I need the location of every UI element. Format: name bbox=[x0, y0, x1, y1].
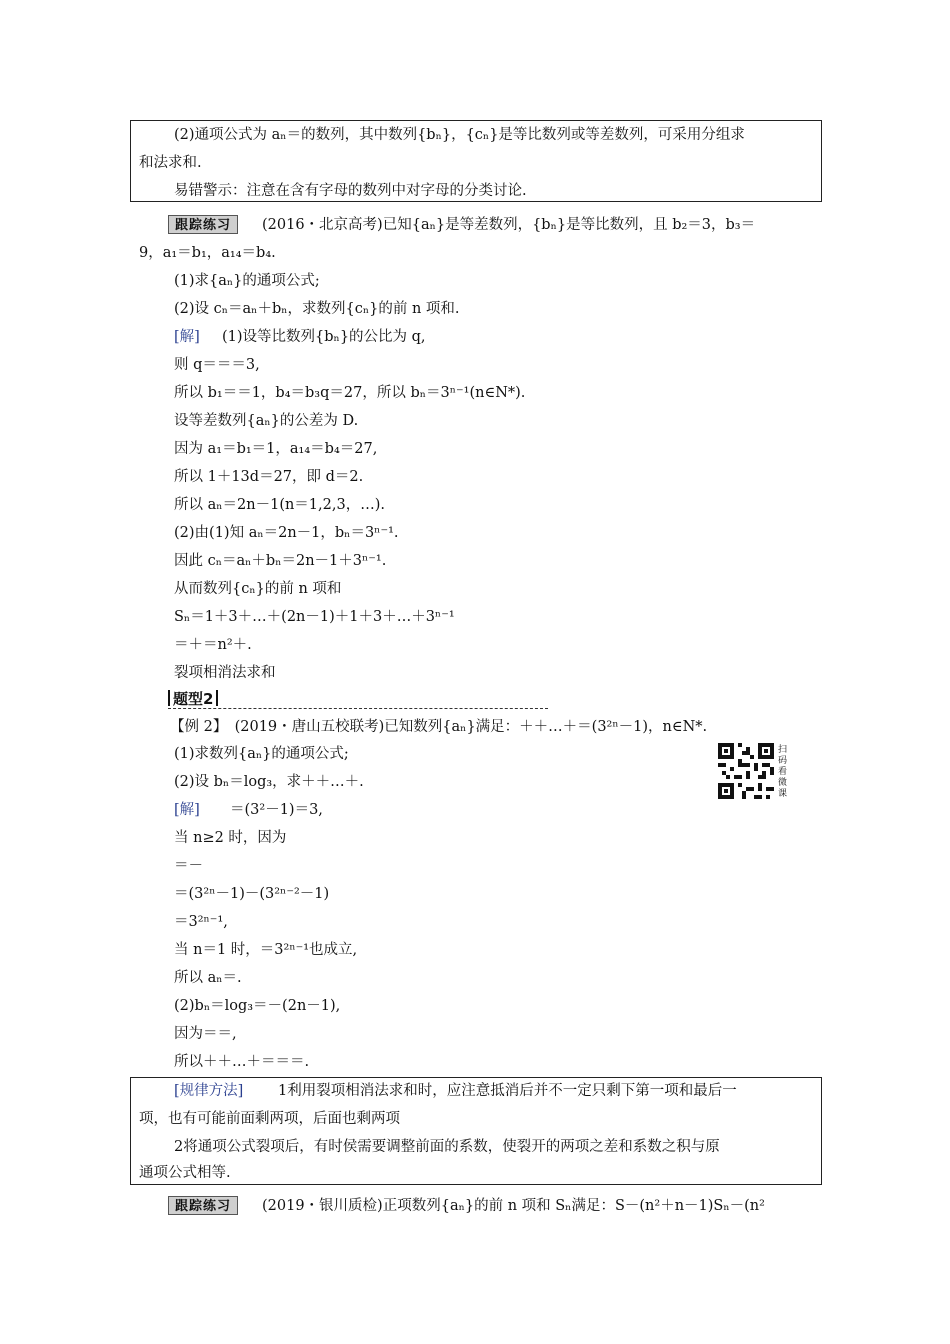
method-label: [规律方法] bbox=[174, 1083, 244, 1099]
example-solution-line: 所以＋＋…＋＝＝＝. bbox=[174, 1054, 310, 1070]
qr-caption-char: 扫 bbox=[778, 745, 788, 755]
tip-line-1: (2)通项公式为 aₙ＝的数列，其中数列{bₙ}，{cₙ}是等比数列或等差数列，可采用分组求 bbox=[174, 127, 745, 143]
example-solution-line: ＝－ bbox=[174, 858, 203, 874]
section-heading: 裂项相消法求和 bbox=[174, 665, 276, 681]
example-solution-line: 当 n≥2 时，因为 bbox=[174, 830, 287, 846]
solution-line: (2)由(1)知 aₙ＝2n－1，bₙ＝3ⁿ⁻¹. bbox=[174, 525, 399, 541]
solution-line: 所以 aₙ＝2n－1(n＝1,2,3，…). bbox=[174, 497, 385, 513]
method-line-1: 1利用裂项相消法求和时，应注意抵消后并不一定只剩下第一项和最后一 bbox=[278, 1083, 737, 1099]
solution-line: 因为 a₁＝b₁＝1，a₁₄＝b₄＝27, bbox=[174, 441, 378, 457]
practice-line-2: 9，a₁＝b₁，a₁₄＝b₄. bbox=[139, 245, 276, 261]
qr-caption-char: 看 bbox=[778, 767, 788, 777]
tip-line-3: 易错警示：注意在含有字母的数列中对字母的分类讨论. bbox=[174, 183, 527, 199]
example-solution-line: 因为＝＝, bbox=[174, 1026, 237, 1042]
example-solution-line: 当 n＝1 时，＝3²ⁿ⁻¹也成立, bbox=[174, 942, 358, 958]
method-line-4: 通项公式相等. bbox=[139, 1165, 231, 1181]
question-2: (2)设 cₙ＝aₙ＋bₙ，求数列{cₙ}的前 n 项和. bbox=[174, 301, 460, 317]
solution-line: (1)设等比数列{bₙ}的公比为 q, bbox=[222, 329, 426, 345]
solution-line: 所以 b₁＝＝1，b₄＝b₃q＝27，所以 bₙ＝3ⁿ⁻¹(n∈N*). bbox=[174, 385, 526, 401]
example-solution-line: ＝(3²ⁿ－1)－(3²ⁿ⁻²－1) bbox=[174, 886, 330, 902]
qr-code-icon[interactable] bbox=[718, 743, 774, 799]
solution-line: ＝＋＝n²＋. bbox=[174, 637, 252, 653]
type-label bbox=[168, 690, 218, 707]
solution-line: 设等差数列{aₙ}的公差为 D. bbox=[174, 413, 359, 429]
method-line-2: 项，也有可能前面剩两项，后面也剩两项 bbox=[139, 1111, 400, 1127]
practice-tag-2: 跟踪练习 bbox=[168, 1196, 238, 1215]
solution-line: Sₙ＝1＋3＋…＋(2n－1)＋1＋3＋…＋3ⁿ⁻¹ bbox=[174, 609, 455, 625]
example-solution-line: (2)bₙ＝log₃＝－(2n－1), bbox=[174, 998, 341, 1014]
example-solution-label: [解] bbox=[174, 802, 200, 818]
example-question-1: (1)求数列{aₙ}的通项公式; bbox=[174, 746, 349, 762]
example-solution-line: 所以 aₙ＝. bbox=[174, 970, 242, 986]
type-label-bar-right bbox=[216, 690, 218, 706]
example-title: 【例 2】 (2019・唐山五校联考)已知数列{aₙ}满足：＋＋…＋＝(3²ⁿ－1)，n∈N*. bbox=[170, 719, 708, 735]
practice-line-1: (2016・北京高考)已知{aₙ}是等差数列，{bₙ}是等比数列，且 b₂＝3，b₃＝ bbox=[262, 217, 756, 233]
method-line-3: 2将通项公式裂项后，有时侯需要调整前面的系数，使裂开的两项之差和系数之积与原 bbox=[174, 1139, 720, 1155]
qr-caption bbox=[778, 745, 787, 800]
example-solution-line: ＝(3²－1)＝3, bbox=[230, 802, 323, 818]
solution-line: 从而数列{cₙ}的前 n 项和 bbox=[174, 581, 342, 597]
qr-caption-char: 码 bbox=[778, 756, 788, 766]
practice-tag: 跟踪练习 bbox=[168, 215, 238, 234]
example-solution-line: ＝3²ⁿ⁻¹, bbox=[174, 914, 228, 930]
question-1: (1)求{aₙ}的通项公式; bbox=[174, 273, 320, 289]
example-question-2: (2)设 bₙ＝log₃，求＋＋…＋. bbox=[174, 774, 364, 790]
solution-line: 则 q＝＝＝3, bbox=[174, 357, 260, 373]
solution-label: [解] bbox=[174, 329, 200, 345]
type-divider bbox=[168, 708, 548, 709]
practice-2-line-1: (2019・银川质检)正项数列{aₙ}的前 n 项和 Sₙ满足：S－(n²＋n－1)Sₙ－(n² bbox=[262, 1198, 765, 1214]
qr-caption-char: 课 bbox=[778, 789, 788, 799]
solution-line: 所以 1＋13d＝27，即 d＝2. bbox=[174, 469, 364, 485]
qr-caption-char: 微 bbox=[778, 778, 788, 788]
type-label-text: 题型2 bbox=[173, 690, 214, 708]
tip-line-2: 和法求和. bbox=[139, 155, 202, 171]
solution-line: 因此 cₙ＝aₙ＋bₙ＝2n－1＋3ⁿ⁻¹. bbox=[174, 553, 387, 569]
type-label-bar-left bbox=[168, 690, 170, 706]
